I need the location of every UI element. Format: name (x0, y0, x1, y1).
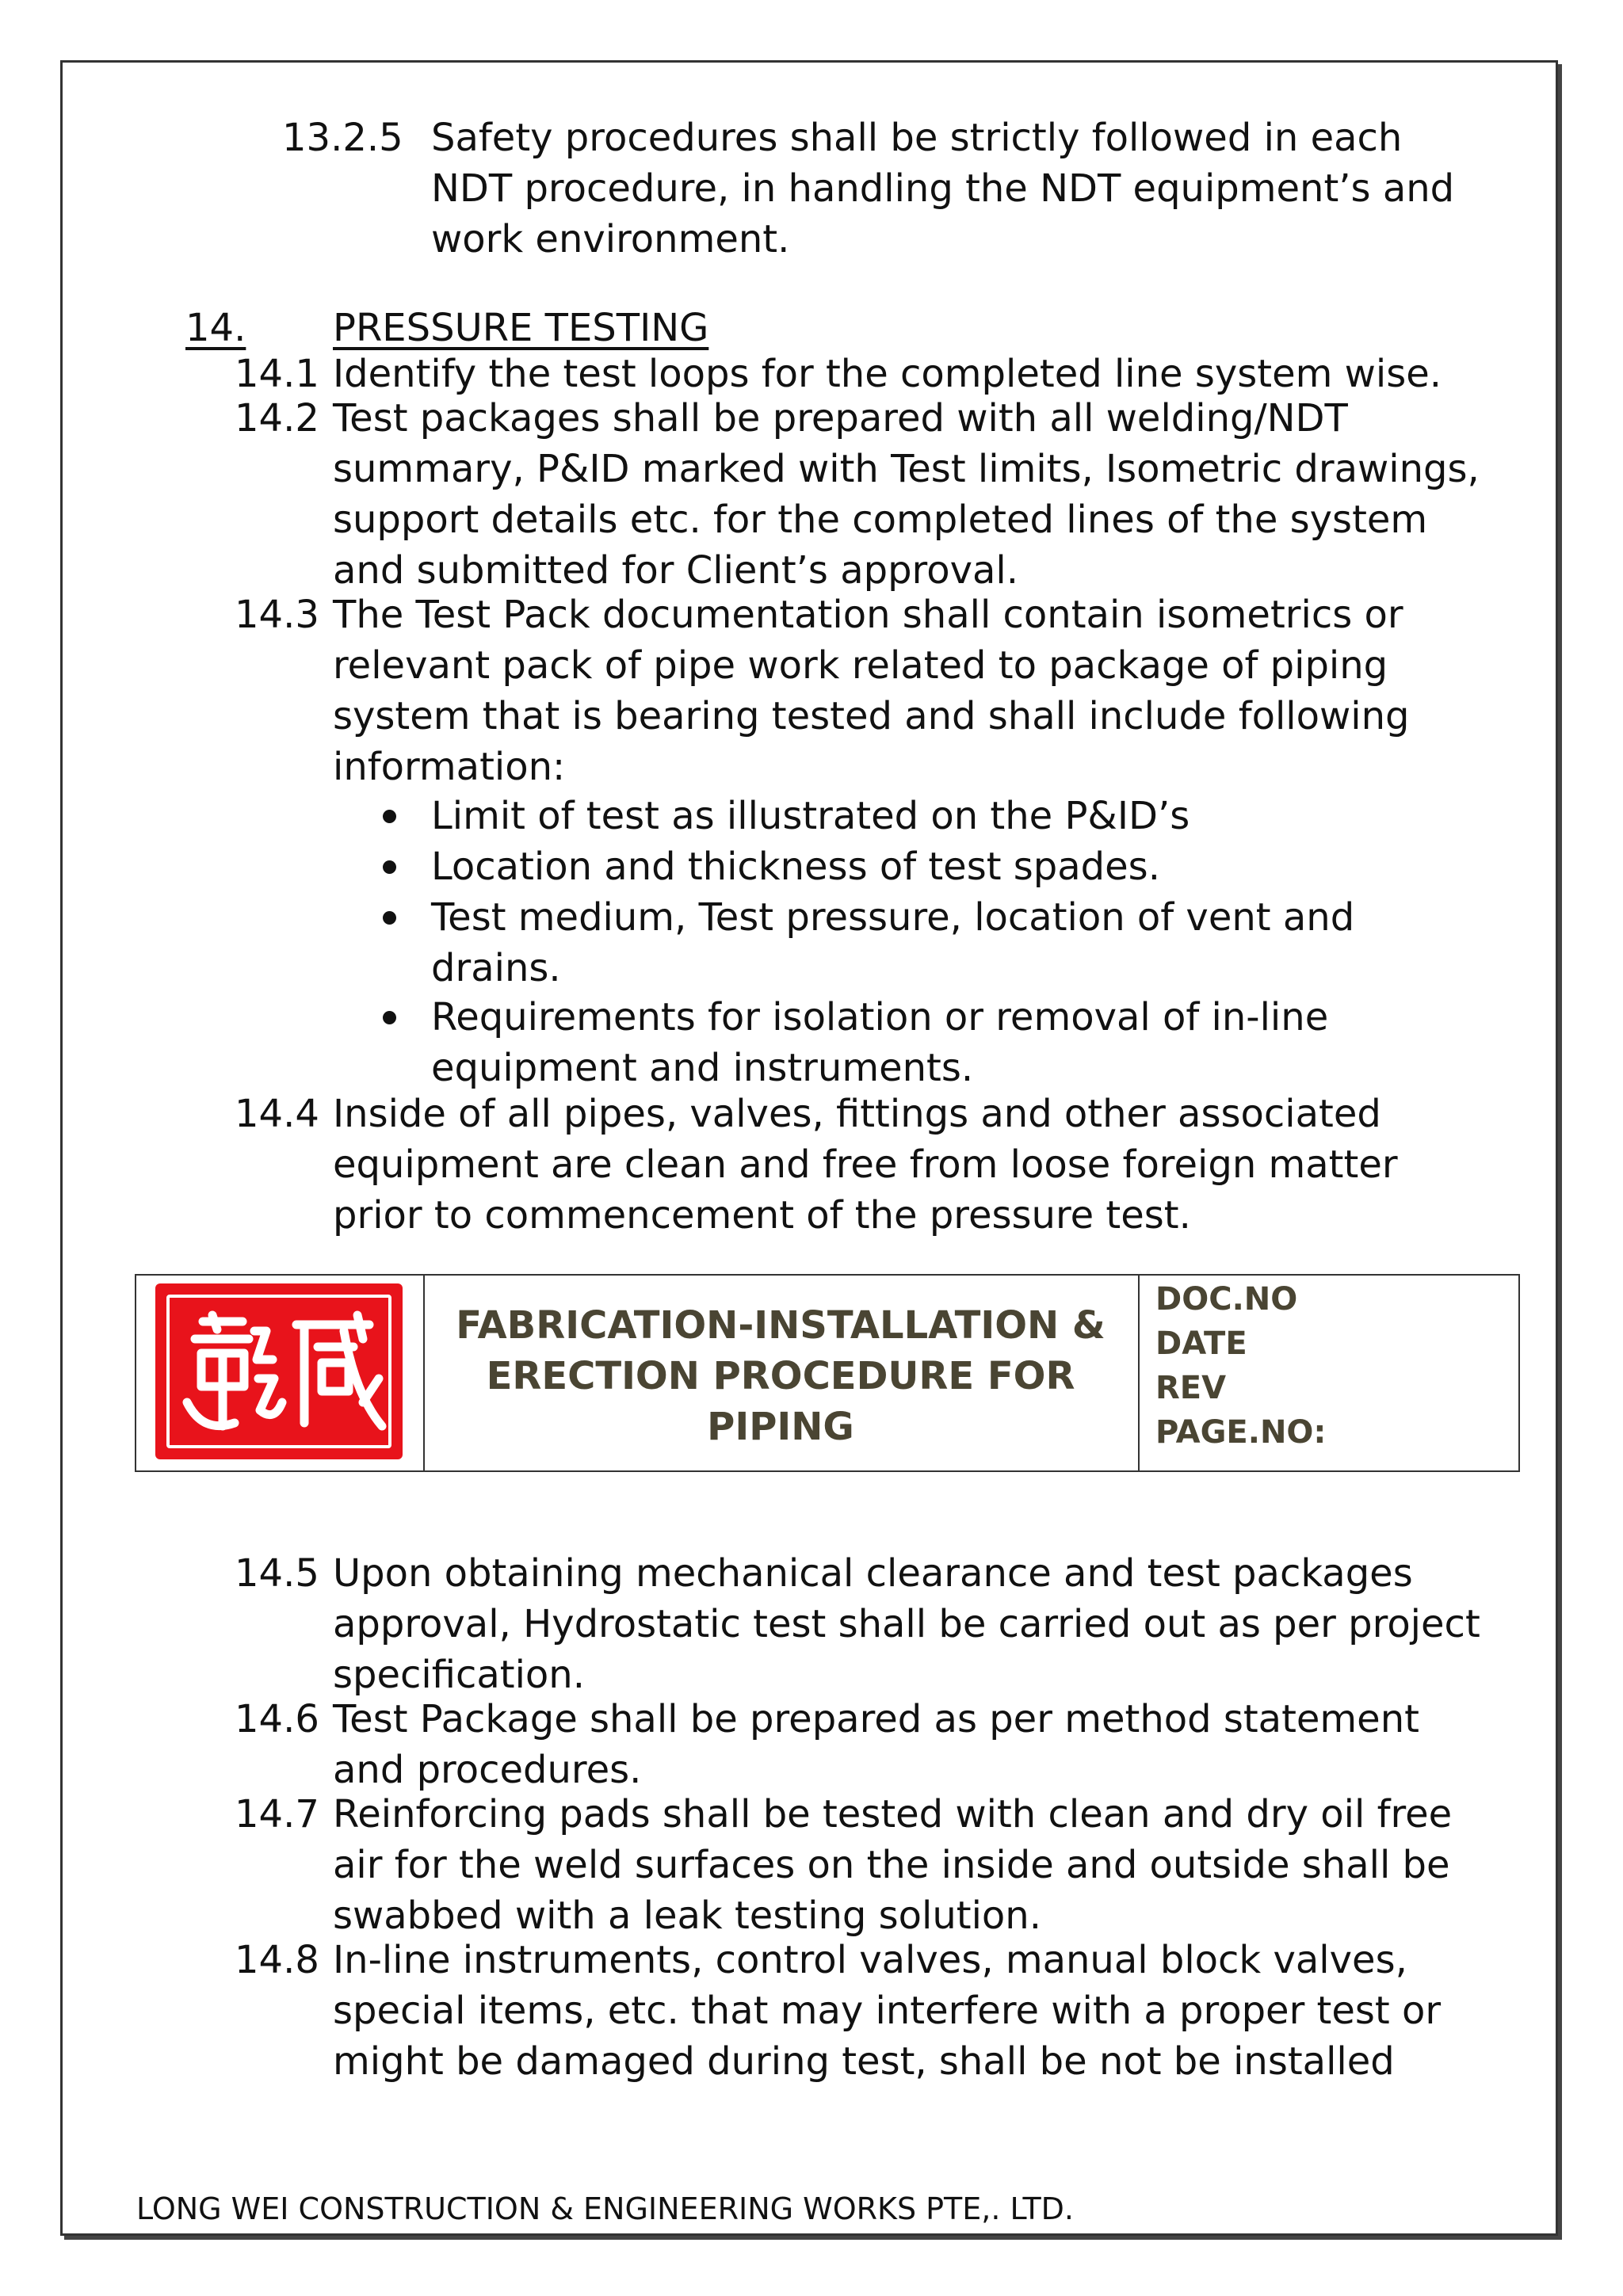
document-title-line: PIPING (707, 1405, 854, 1449)
item-text-line: summary, P&ID marked with Test limits, Isometric drawings, (333, 447, 1480, 491)
item-text-line: relevant pack of pipe work related to package of piping (333, 643, 1388, 688)
item-text-line: Upon obtaining mechanical clearance and test packages (333, 1551, 1413, 1596)
item-text-line: Reinforcing pads shall be tested with clean and dry oil free (333, 1792, 1453, 1836)
page-no-label: PAGE.NO: (1155, 1414, 1327, 1451)
item-text-line: Identify the test loops for the completed line system wise. (333, 352, 1442, 396)
bullet-text-line: drains. (431, 946, 561, 990)
item-text-line: specification. (333, 1653, 585, 1697)
item-number: 14.5 (235, 1551, 319, 1596)
item-text-line: In-line instruments, control valves, manual block valves, (333, 1938, 1407, 1982)
section-title: PRESSURE TESTING (333, 306, 709, 350)
item-number: 13.2.5 (282, 116, 403, 160)
document-title-line: ERECTION PROCEDURE FOR (486, 1354, 1075, 1398)
item-text-line: Safety procedures shall be strictly followed in each (431, 116, 1403, 160)
bullet-text-line: equipment and instruments. (431, 1046, 974, 1090)
item-text-line: NDT procedure, in handling the NDT equipment’s and (431, 166, 1455, 211)
document-title (423, 1276, 1138, 1470)
item-text-line: equipment are clean and free from loose foreign matter (333, 1142, 1398, 1187)
item-text-line: support details etc. for the completed lines of the system (333, 498, 1428, 542)
item-text-line: Test packages shall be prepared with all welding/NDT (333, 396, 1348, 441)
item-number: 14.4 (235, 1092, 319, 1136)
item-text-line: prior to commencement of the pressure test. (333, 1193, 1191, 1238)
bullet-text-line: Requirements for isolation or removal of in-line (431, 995, 1329, 1039)
document-header-table (135, 1274, 1520, 1472)
item-number: 14.8 (235, 1938, 319, 1982)
item-text-line: system that is bearing tested and shall include following (333, 694, 1410, 738)
item-number: 14.1 (235, 352, 319, 396)
item-text-line: swabbed with a leak testing solution. (333, 1894, 1041, 1938)
document-title-line: FABRICATION-INSTALLATION & (456, 1303, 1106, 1348)
item-text-line: Inside of all pipes, valves, fittings and other associated (333, 1092, 1381, 1136)
section-number: 14. (185, 306, 246, 350)
company-footer: LONG WEI CONSTRUCTION & ENGINEERING WORKS PTE,. LTD. (136, 2191, 1075, 2226)
bullet-icon (383, 860, 396, 874)
bullet-text-line: Test medium, Test pressure, location of vent and (431, 895, 1355, 940)
item-text-line: work environment. (431, 217, 790, 261)
doc-no-label: DOC.NO (1155, 1281, 1298, 1318)
bullet-text-line: Location and thickness of test spades. (431, 845, 1160, 889)
item-text-line: might be damaged during test, shall be not be installed (333, 2039, 1395, 2084)
item-text-line: Test Package shall be prepared as per method statement (333, 1697, 1419, 1741)
cell-divider (1138, 1276, 1140, 1470)
bullet-icon (383, 810, 396, 823)
item-number: 14.2 (235, 396, 319, 441)
item-text-line: special items, etc. that may interfere with a proper test or (333, 1989, 1442, 2033)
bullet-icon (383, 911, 396, 925)
item-number: 14.6 (235, 1697, 319, 1741)
date-label: DATE (1155, 1325, 1247, 1362)
item-text-line: air for the weld surfaces on the inside and outside shall be (333, 1843, 1450, 1887)
item-text-line: approval, Hydrostatic test shall be carried out as per project (333, 1602, 1480, 1646)
item-text-line: The Test Pack documentation shall contain isometrics or (333, 593, 1403, 637)
red-seal-logo-icon (155, 1283, 403, 1459)
item-text-line: information: (333, 745, 566, 789)
bullet-text-line: Limit of test as illustrated on the P&ID’s (431, 794, 1190, 838)
bullet-icon (383, 1011, 396, 1024)
item-number: 14.3 (235, 593, 319, 637)
item-number: 14.7 (235, 1792, 319, 1836)
item-text-line: and submitted for Client’s approval. (333, 548, 1019, 593)
item-text-line: and procedures. (333, 1748, 642, 1792)
rev-label: REV (1155, 1370, 1227, 1406)
